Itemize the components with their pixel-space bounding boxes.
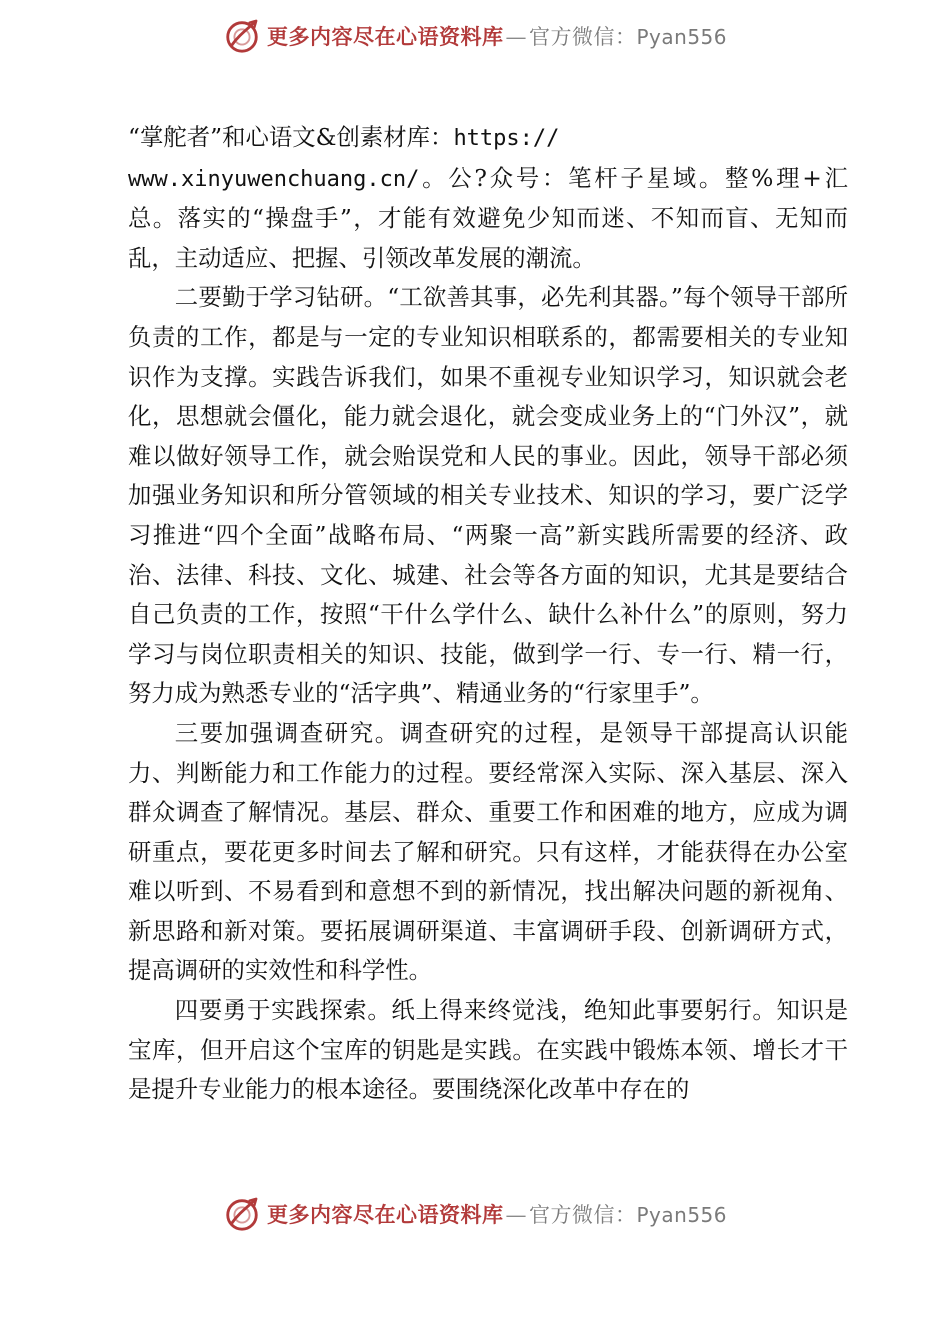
paragraph-1: 二要勤于学习钻研。“工欲善其事，必先利其器。”每个领导干部所负责的工作，都是与一定的专业知识相联系的，都需要相关的专业知识作为支撑。实践告诉我们，如果不重视专业知识学习，知识就会老化，思想就会僵化，能力就会退化，就会变成业务上的“门外汉”，就难以做好领导工作，就会贻误党和人民的事业。因此，领导干部必须加强业务知识和所分管领域的相关专业技术、知识的学习，要广泛学习推进“四个全面”战略布局、“两聚一高”新实践所需要的经济、政治、法律、科技、文化、城建、社会等各方面的知识，尤其是要结合自己负责的工作，按照“干什么学什么、缺什么补什么”的原则，努力学习与岗位职责相关的知识、技能，做到学一行、专一行、精一行，努力成为熟悉专业的“活字典”、精通业务的“行家里手”。 xyxy=(128,283,848,708)
paragraph-3: 四要勇于实践探索。纸上得来终觉浅，绝知此事要躬行。知识是宝库，但开启这个宝库的钥匙是实践。在实践中锻炼本领、增长才干是提升专业能力的根本途径。要围绕深化改革中存在的 xyxy=(128,996,848,1104)
header-banner xyxy=(0,14,950,58)
brand-logo-icon xyxy=(223,1195,261,1233)
footer-banner xyxy=(0,1192,950,1236)
footer-main-text: 更多内容尽在心语资料库 xyxy=(266,1202,504,1227)
footer-official-label: 官方微信： xyxy=(528,1203,637,1227)
footer-wechat-id: Pyan556 xyxy=(636,1203,727,1227)
document-body xyxy=(128,118,848,1110)
p0-text-a: “掌舵者”和心语文&创素材库： xyxy=(128,123,454,151)
p0-url-1: https:// xyxy=(453,126,560,151)
footer-dash: — xyxy=(505,1203,527,1227)
header-official-label: 官方微信： xyxy=(528,25,637,49)
footer-banner-text xyxy=(267,1199,727,1229)
p0-text-b: 。公?众号：笔杆子星域。整%理+汇总。落实的“操盘手”，才能有效避免少知而迷、不知而盲、无知而乱，主动适应、把握、引领改革发展的潮流。 xyxy=(128,163,848,272)
brand-logo-icon xyxy=(223,17,261,55)
header-dash: — xyxy=(505,25,527,49)
header-main-text: 更多内容尽在心语资料库 xyxy=(266,24,504,49)
paragraph-2: 三要加强调查研究。调查研究的过程，是领导干部提高认识能力、判断能力和工作能力的过程。要经常深入实际、深入基层、深入群众调查了解情况。基层、群众、重要工作和困难的地方，应成为调研重点，要花更多时间去了解和研究。只有这样，才能获得在办公室难以听到、不易看到和意想不到的新情况，找出解决问题的新视角、新思路和新对策。要拓展调研渠道、丰富调研手段、创新调研方式，提高调研的实效性和科学性。 xyxy=(128,718,848,985)
header-banner-text xyxy=(267,21,727,51)
p0-url-2: www.xinyuwenchuang.cn/ xyxy=(128,166,420,192)
paragraph-0 xyxy=(128,118,848,278)
header-wechat-id: Pyan556 xyxy=(636,25,727,49)
